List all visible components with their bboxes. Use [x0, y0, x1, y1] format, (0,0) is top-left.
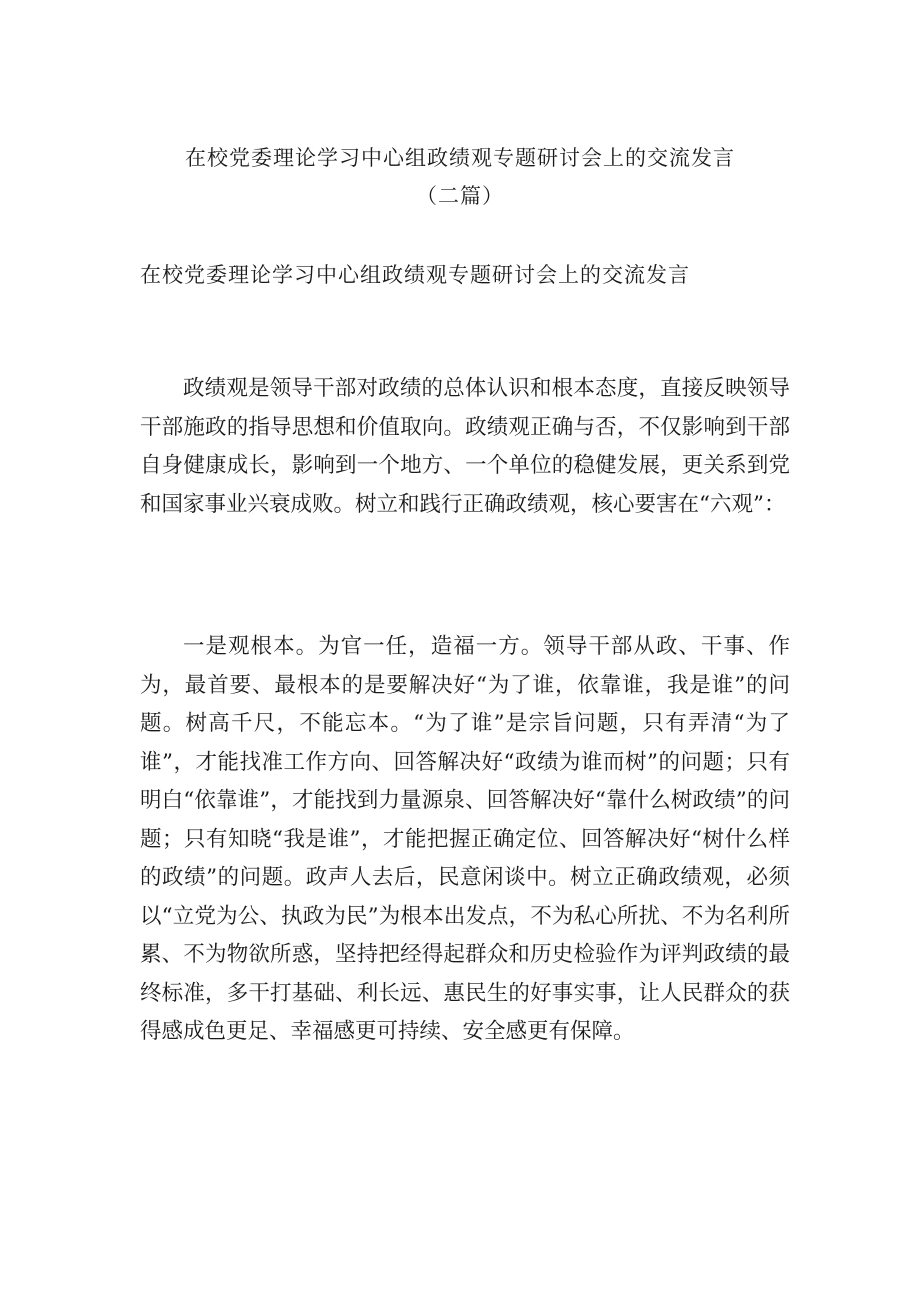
document-title: 在校党委理论学习中心组政绩观专题研讨会上的交流发言	[185, 146, 735, 170]
paragraph-intro: 政绩观是领导干部对政绩的总体认识和根本态度，直接反映领导干部施政的指导思想和价值取向。政绩观正确与否，不仅影响到干部自身健康成长，影响到一个地方、一个单位的稳健发展，更关系到党和国家事业兴衰成败。树立和践行正确政绩观，核心要害在“六观”：	[140, 376, 790, 517]
paragraph-point-one: 一是观根本。为官一任，造福一方。领导干部从政、干事、作为，最首要、最根本的是要解决好“为了谁，依靠谁，我是谁”的问题。树高千尺，不能忘本。“为了谁”是宗旨问题，只有弄清“为了谁”，才能找准工作方向、回答解决好“政绩为谁而树”的问题；只有明白“依靠谁”，才能找到力量源泉、回答解决好“靠什么树政绩”的问题；只有知晓“我是谁”，才能把握正确定位、回答解决好“树什么样的政绩”的问题。政声人去后，民意闲谈中。树立正确政绩观，必须以“立党为公、执政为民”为根本出发点，不为私心所扰、不为名利所累、不为物欲所惑，坚持把经得起群众和历史检验作为评判政绩的最终标准，多干打基础、利长远、惠民生的好事实事，让人民群众的获得感成色更足、幸福感更可持续、安全感更有保障。	[140, 634, 790, 1044]
document-title-suffix: （二篇）	[416, 184, 504, 208]
section-heading: 在校党委理论学习中心组政绩观专题研讨会上的交流发言	[140, 263, 690, 287]
